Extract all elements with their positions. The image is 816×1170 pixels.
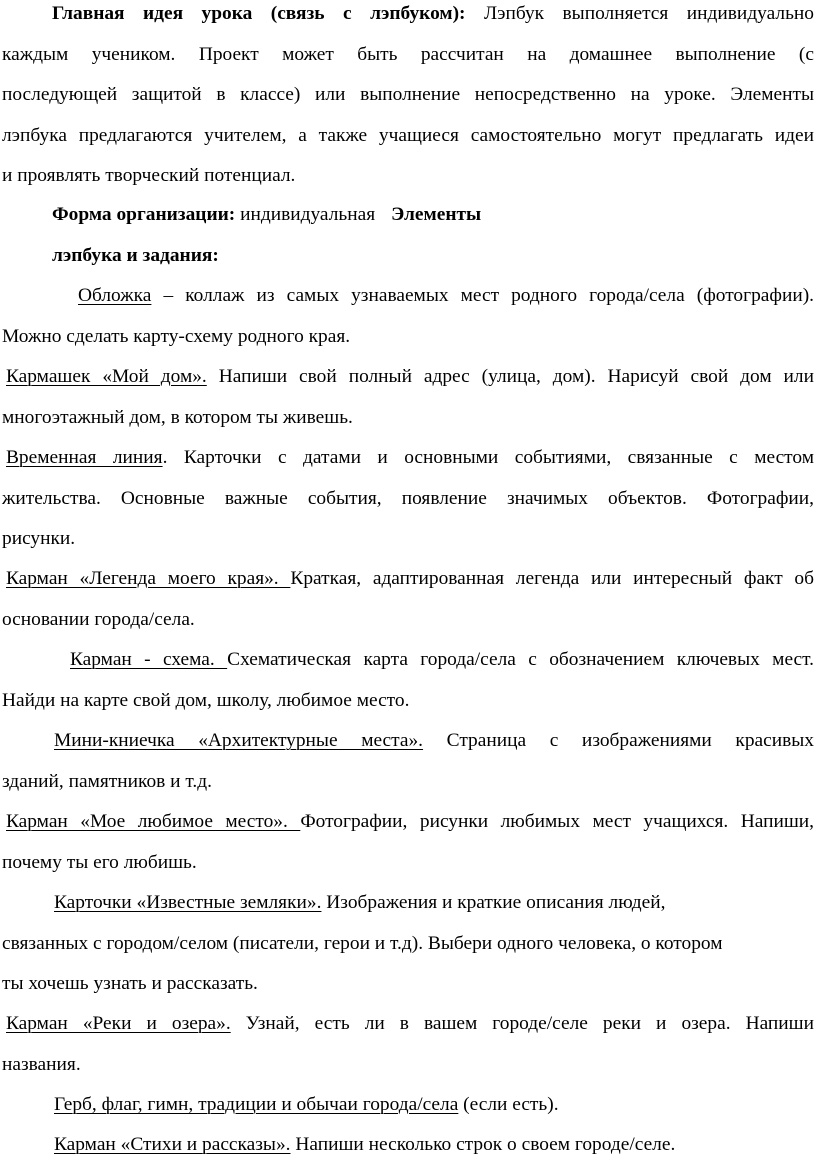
item-title: Карман - схема. <box>70 649 228 670</box>
form-line <box>52 195 816 236</box>
form-organization <box>52 195 816 276</box>
intro-line-5: и проявлять творческий потенциал. <box>2 165 296 186</box>
item-title: Карточки «Известные земляки». <box>54 892 322 913</box>
item-mini-book: Мини-книечка «Архитектурные места». Страница с изображениями красивых зданий, памятников и т.д. <box>2 730 814 792</box>
item-title: Временная линия <box>6 447 163 468</box>
form-value: индивидуальная <box>235 204 376 225</box>
intro-paragraph <box>2 0 814 197</box>
item-legend: Карман «Легенда моего края». Краткая, адаптированная легенда или интересный факт об основании города/села. <box>2 568 814 630</box>
item-title: Обложка <box>78 285 152 306</box>
intro-line-3: последующей защитой в классе) или выполнение непосредственно на уроке. Элементы <box>2 84 814 105</box>
elements-label-1: Элементы <box>391 204 482 225</box>
item-title: Карман «Стихи и рассказы». <box>54 1134 291 1155</box>
item-title: Карман «Реки и озера». <box>6 1013 231 1034</box>
intro-heading: Главная идея урока (связь с лэпбуком): <box>52 3 466 24</box>
form-label: Форма организации: <box>52 204 236 225</box>
intro-line-4: лэпбука предлагаются учителем, а также учащиеся самостоятельно могут предлагать идеи <box>2 124 814 146</box>
intro-line-1: Главная идея урока (связь с лэпбуком): Лэпбук выполняется индивидуально <box>52 3 814 24</box>
item-title: Герб, флаг, гимн, традиции и обычаи города/села <box>54 1094 459 1115</box>
item-scheme: Карман - схема. Схематическая карта города/села с обозначением ключевых мест. Найди на карте свой дом, школу, любимое место. <box>2 649 814 711</box>
elements-label-2: лэпбука и задания: <box>52 244 219 266</box>
item-famous-people: Карточки «Известные земляки». Изображения и краткие описания людей, связанных с городом/селом (писатели, герои и т.д). Выбери одного человека, о котором ты хочешь узнать и рассказать. <box>2 892 723 994</box>
item-poems: Карман «Стихи и рассказы». Напиши несколько строк о своем городе/селе. <box>54 1134 676 1155</box>
item-symbols: Герб, флаг, гимн, традиции и обычаи города/села (если есть). <box>54 1094 559 1115</box>
item-favorite-place: Карман «Мое любимое место». Фотографии, рисунки любимых мест учащихся. Напиши, почему ты его любишь. <box>2 811 815 873</box>
item-title: Мини-книечка «Архитектурные места». <box>54 730 424 751</box>
item-title: Карман «Легенда моего края». <box>6 568 291 589</box>
item-my-house: Кармашек «Мой дом». Напиши свой полный адрес (улица, дом). Нарисуй свой дом или многоэтажный дом, в котором ты живешь. <box>2 366 814 428</box>
item-title: Карман «Мое любимое место». <box>6 811 301 832</box>
item-cover: Обложка – коллаж из самых узнаваемых мест родного города/села (фотографии). Можно сделать карту-схему родного края. <box>2 285 814 347</box>
intro-line-2: каждым учеником. Проект может быть рассчитан на домашнее выполнение (с <box>2 43 814 65</box>
item-timeline: Временная линия. Карточки с датами и основными событиями, связанные с местом жительства. Основные важные события, появление значимых объектов. Фотографии, рисунки. <box>2 447 814 549</box>
item-rivers-lakes: Карман «Реки и озера». Узнай, есть ли в вашем городе/селе реки и озера. Напиши названия. <box>2 1013 814 1075</box>
item-title: Кармашек «Мой дом». <box>6 366 207 387</box>
